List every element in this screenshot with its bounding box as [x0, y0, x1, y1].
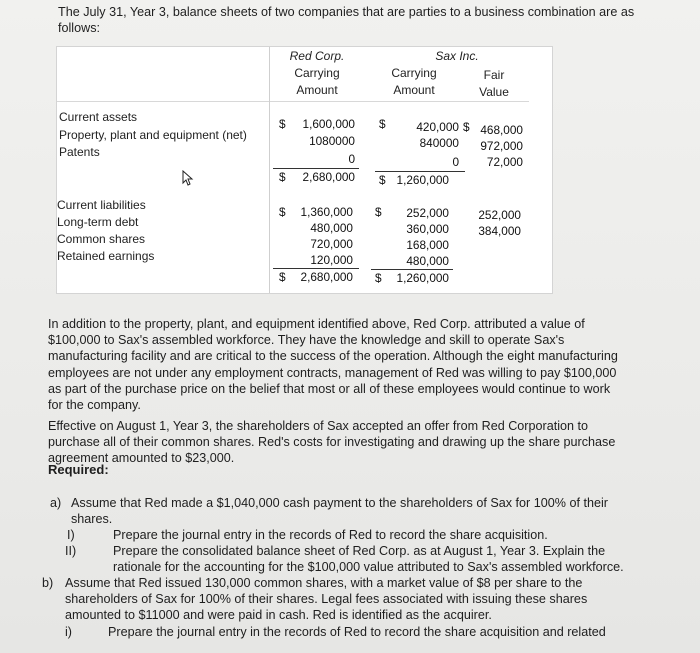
sax-fv-long-term-debt: 384,000 — [478, 224, 521, 238]
para1-line: In addition to the property, plant, and equipment identified above, Red Corp. attributed a value of — [48, 317, 585, 331]
sax-fv-ppe: 972,000 — [480, 139, 523, 153]
red-amount-label: Amount — [296, 83, 338, 97]
part-a-i-marker: I) — [67, 528, 75, 542]
sax-value-label: Value — [479, 85, 509, 99]
red-liab-total-dollar-sign: $ — [279, 270, 286, 284]
balance-sheet-table — [56, 46, 553, 294]
sax-fv-dollar-sign: $ — [463, 120, 470, 134]
sax-total-dollar-sign: $ — [379, 173, 386, 187]
label-current-assets: Current assets — [59, 110, 138, 124]
red-liab-dollar-sign: $ — [279, 205, 286, 219]
sax-fair-label: Fair — [483, 68, 505, 82]
sax-carrying-header — [379, 65, 449, 99]
red-total-dollar-sign: $ — [279, 170, 286, 184]
sax-dollar-sign: $ — [379, 117, 386, 131]
red-liab-total-rule — [273, 268, 359, 269]
sax-ca-current-liabilities: 252,000 — [406, 206, 449, 220]
red-corp-name: Red Corp. — [289, 49, 345, 63]
label-retained-earnings: Retained earnings — [57, 249, 155, 263]
sax-ca-ppe: 840000 — [419, 136, 459, 150]
para1-line: employees are not under any employment contracts, management of Red was willing to pay $100,000 — [48, 365, 617, 380]
para1-line: $100,000 to Sax's assembled workforce. They have the knowledge and skill to operate Sax's — [48, 333, 565, 348]
part-b-line: Assume that Red issued 130,000 common shares, with a market value of $8 per share to the — [65, 576, 583, 590]
column-divider — [269, 47, 270, 293]
part-b-marker: b) — [42, 576, 54, 590]
part-a-i-text: Prepare the journal entry in the records of Red to record the share acquisition. — [113, 528, 548, 542]
label-patents: Patents — [59, 145, 100, 159]
part-a-text — [71, 495, 631, 527]
red-corp-header — [279, 48, 355, 99]
label-current-liabilities: Current liabilities — [57, 198, 146, 212]
red-long-term-debt: 480,000 — [310, 221, 353, 235]
sax-assets-total-rule — [375, 171, 465, 172]
red-current-assets: 1,600,000 — [302, 117, 355, 131]
red-retained-earnings: 120,000 — [310, 253, 353, 267]
sax-ca-total-liabilities-equity: 1,260,000 — [396, 271, 449, 285]
para2-line: purchase all of their common shares. Red's costs for investigating and drawing up the share purchase — [48, 435, 616, 450]
sax-ca-retained-earnings: 480,000 — [406, 254, 449, 268]
red-carrying-label: Carrying — [294, 66, 340, 80]
para2-line: Effective on August 1, Year 3, the shareholders of Sax accepted an offer from Red Corporation to — [48, 419, 589, 433]
label-common-shares: Common shares — [57, 232, 146, 246]
sax-liab-total-rule — [371, 269, 453, 270]
sax-ca-current-assets: 420,000 — [416, 120, 459, 134]
label-ppe: Property, plant and equipment (net) — [59, 128, 247, 142]
red-dollar-sign: $ — [279, 117, 286, 131]
sax-ca-long-term-debt: 360,000 — [406, 222, 449, 236]
sax-amount-label: Amount — [393, 83, 435, 97]
sax-ca-common-shares: 168,000 — [406, 238, 449, 252]
part-a-ii-line: rationale for the accounting for the $100,000 value attributed to Sax's assembled workforce. — [113, 560, 624, 575]
sax-ca-total-assets: 1,260,000 — [396, 173, 449, 187]
part-a-line: shares. — [71, 512, 113, 527]
workforce-paragraph — [48, 316, 633, 413]
part-b-line: shareholders of Sax for 100% of their shares. Legal fees associated with issuing these shares — [65, 592, 588, 607]
para1-line: as part of the purchase price on the belief that most or all of these employees would continue to work — [48, 381, 611, 396]
offer-paragraph — [48, 418, 633, 467]
part-a-ii-text — [113, 543, 633, 575]
mouse-pointer-icon — [182, 170, 194, 186]
red-total-liabilities-equity: 2,680,000 — [300, 270, 353, 284]
para2-line: agreement amounted to $23,000. — [48, 451, 235, 466]
sax-fv-current-liabilities: 252,000 — [478, 208, 521, 222]
label-long-term-debt: Long-term debt — [57, 215, 139, 229]
sax-carrying-label: Carrying — [391, 66, 437, 80]
para1-line: for the company. — [48, 398, 141, 413]
part-a-line: Assume that Red made a $1,040,000 cash payment to the shareholders of Sax for 100% of their — [71, 496, 608, 510]
intro-text: The July 31, Year 3, balance sheets of two companies that are parties to a business combination are as follows: — [58, 5, 635, 35]
sax-liab-dollar-sign: $ — [375, 205, 382, 219]
part-a-ii-line: Prepare the consolidated balance sheet of Red Corp. as at August 1, Year 3. Explain the — [113, 544, 606, 558]
part-a-marker: a) — [50, 496, 62, 510]
sax-fv-patents: 72,000 — [486, 155, 523, 169]
sax-inc-header: Sax Inc. — [435, 49, 479, 63]
part-b-i-marker: i) — [65, 625, 72, 639]
part-a-ii-marker: II) — [65, 544, 77, 558]
part-b-text — [65, 575, 635, 624]
header-divider — [57, 101, 529, 102]
red-total-assets: 2,680,000 — [302, 170, 355, 184]
para1-line: manufacturing facility and are critical to the success of the operation. Although the eight manufacturing — [48, 349, 618, 364]
sax-fv-current-assets: 468,000 — [480, 123, 523, 137]
sax-liab-total-dollar-sign: $ — [375, 271, 382, 285]
red-patents: 0 — [348, 152, 355, 166]
sax-ca-patents: 0 — [452, 155, 459, 169]
red-ppe: 1080000 — [309, 134, 355, 148]
required-heading: Required: — [48, 462, 109, 477]
red-common-shares: 720,000 — [310, 237, 353, 251]
red-current-liabilities: 1,360,000 — [300, 205, 353, 219]
sax-fair-header — [469, 67, 519, 101]
red-assets-total-rule — [273, 168, 359, 169]
part-b-line: amounted to $11000 and were paid in cash. Red is identified as the acquirer. — [65, 608, 492, 623]
part-b-i-text: Prepare the journal entry in the records of Red to record the share acquisition and related — [108, 625, 606, 639]
